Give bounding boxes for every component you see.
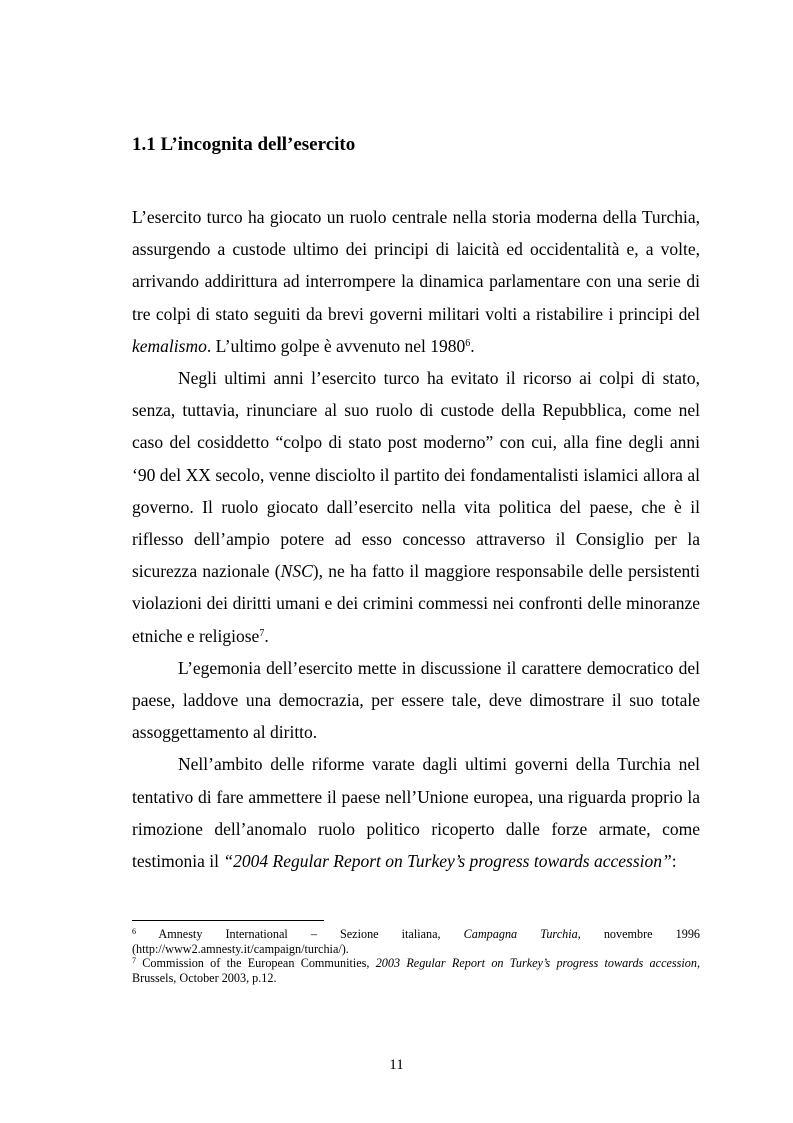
text-run: , Brussels, October 2003, p.12. [132,956,700,985]
text-run: . [264,625,269,646]
paragraph-1 [132,201,700,362]
italic-title: 2003 Regular Report on Turkey’s progress towards accession [375,956,697,971]
text-run: Nell’ambito delle riforme varate dagli ultimi governi della Turchia nel tentativo di fare ammettere il paese nell’Unione europea, una riguarda proprio la rimozione dell’anomalo ruolo politico ricoperto dalle forze armate, come testimonia il [132,754,700,872]
footnote-number: 7 [132,956,136,966]
italic-report-title: “2004 Regular Report on Turkey’s progress towards accession” [223,851,672,872]
text-run: ), ne ha fatto il maggiore responsabile delle persistenti violazioni dei diritti umani e dei crimini commessi nei confronti delle minoranze etniche e religiose [132,561,700,646]
footnote-7 [132,956,700,985]
footnote-6 [132,927,700,956]
text-run: L’esercito turco ha giocato un ruolo centrale nella storia moderna della Turchia, assurgendo a custode ultimo dei principi di laicità ed occidentalità e, a volte, arrivando addirittura ad interrompere la dinamica parlamentare con una serie di tre colpi di stato seguiti da brevi governi militari volti a ristabilire i principi del [132,207,700,324]
footnotes [132,927,700,985]
footnote-ref-6[interactable]: 6 [465,337,471,349]
footnote-ref-7[interactable]: 7 [259,627,265,639]
italic-title: Campagna Turchia [463,927,578,941]
footnote-separator [132,920,324,921]
paragraph-2 [132,362,700,652]
footnote-number: 6 [132,927,136,936]
body-text [132,201,700,877]
text-run: L’egemonia dell’esercito mette in discussione il carattere democratico del paese, laddove una democrazia, per essere tale, deve dimostrare il suo totale assoggettamento al diritto. [132,657,700,743]
text-run: Negli ultimi anni l’esercito turco ha evitato il ricorso ai colpi di stato, senza, tuttavia, rinunciare al suo ruolo di custode della Repubblica, come nel caso del cosiddetto “colpo di stato post moderno” con cui, alla fine degli anni ‘90 del XX secolo, venne disciolto il partito dei fondamentalisti islamici allora al governo. Il ruolo giocato dall’esercito nella vita politica del paese, che è il riflesso dell’ampio potere ad esso concesso attraverso il Consiglio per la sicurezza nazionale ( [132,368,700,582]
section-heading: 1.1 L’incognita dell’esercito [132,134,356,155]
text-run: , novembre 1996 (http://www2.amnesty.it/campaign/turchia/). [132,927,701,956]
text-run: : [671,851,677,872]
text-run: Amnesty International – Sezione italiana, [136,927,464,941]
text-run: . L’ultimo golpe è avvenuto nel 1980 [206,335,466,356]
italic-term: NSC [280,561,313,582]
page-number: 11 [389,1057,404,1073]
text-run: . [470,335,475,356]
paragraph-3 [132,652,700,749]
paragraph-4 [132,748,700,877]
italic-term: kemalismo [132,335,207,356]
text-run: Commission of the European Communities, [136,956,376,971]
